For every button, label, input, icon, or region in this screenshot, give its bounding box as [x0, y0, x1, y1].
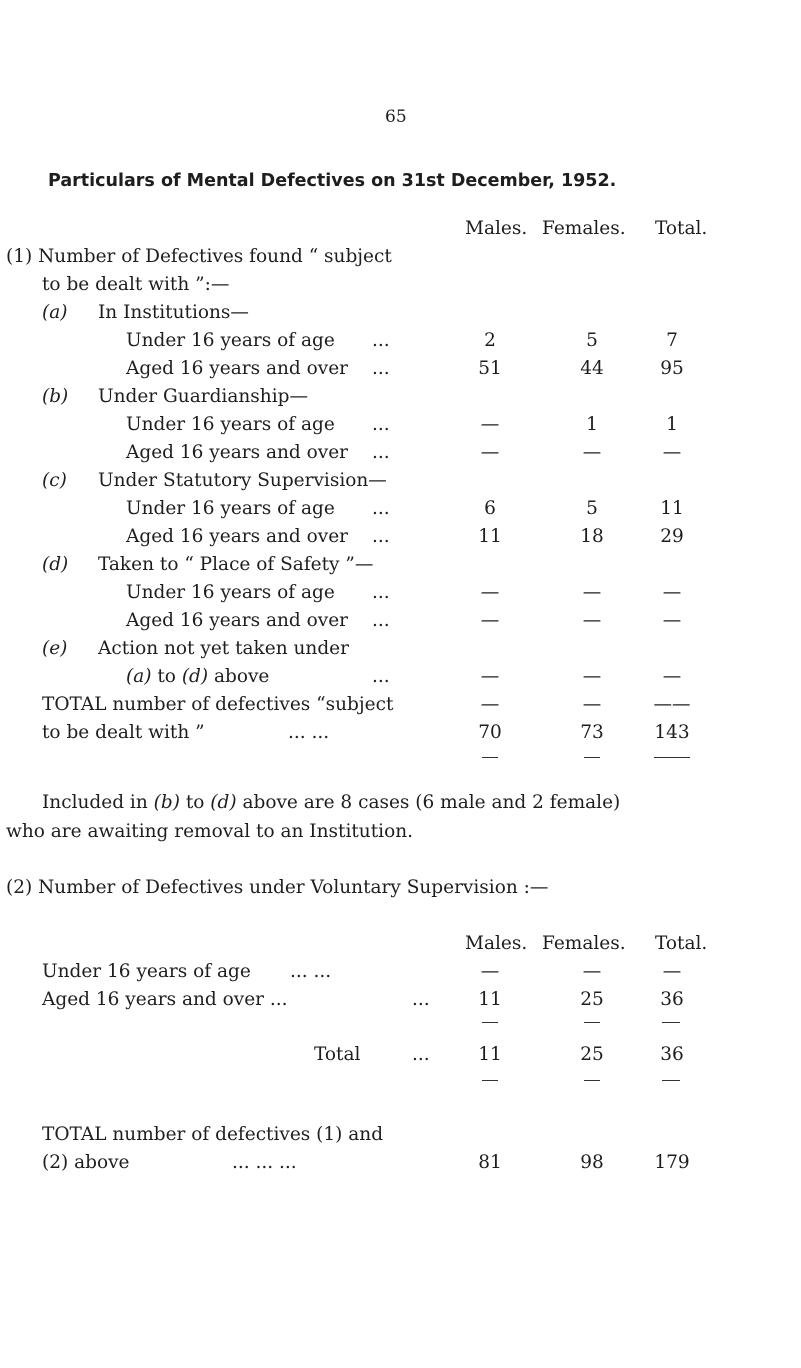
column-header-total: Total. [655, 218, 708, 239]
row-label: Under 16 years of age [42, 961, 251, 982]
value-total: 29 [660, 526, 684, 547]
grand-total-label-cont: (2) above [42, 1152, 130, 1173]
value-total: — [662, 961, 682, 982]
column-header-total: Total. [655, 933, 708, 954]
underline-rule [584, 757, 600, 758]
value-males: — [480, 610, 500, 631]
section2-heading: (2) Number of Defectives under Voluntary Supervision :— [6, 877, 549, 898]
value-males: 2 [484, 330, 496, 351]
row-label: Under 16 years of age [126, 582, 335, 603]
underline-rule [482, 1022, 498, 1023]
total-males: 70 [478, 722, 502, 743]
value-total: 1 [666, 414, 678, 435]
value-females: 5 [586, 498, 598, 519]
total-total: 143 [654, 722, 690, 743]
section1-heading-cont: to be dealt with ”:— [42, 274, 230, 295]
group-e-ref-d: (d) [181, 666, 209, 687]
note-text: to [179, 792, 211, 813]
section1-heading: (1) Number of Defectives found “ subject [6, 246, 392, 267]
group-b-label: Under Guardianship— [98, 386, 308, 407]
value-males: — [480, 442, 500, 463]
leader-dots: ... [372, 526, 390, 547]
value-males: — [480, 961, 500, 982]
value-females: — [582, 582, 602, 603]
note-line-1 [42, 792, 620, 814]
row-label: Under 16 years of age [126, 330, 335, 351]
row-label: Under 16 years of age [126, 414, 335, 435]
group-e-to: to [151, 666, 182, 687]
row-label: Aged 16 years and over [126, 610, 348, 631]
grand-total-total: 179 [654, 1152, 690, 1173]
row-label: Aged 16 years and over [126, 526, 348, 547]
note-ref-b: (b) [153, 792, 180, 813]
leader-dots: ... [372, 330, 390, 351]
group-e-label: Action not yet taken under [98, 638, 349, 659]
leader-dots: ... ... ... [232, 1152, 297, 1173]
value-total: 11 [660, 498, 684, 519]
underline-rule [662, 1080, 680, 1081]
value-total: — [662, 582, 682, 603]
row-label: Aged 16 years and over [126, 442, 348, 463]
value-males: 11 [478, 526, 502, 547]
leader-dots: ... [372, 414, 390, 435]
value-females: — [582, 666, 602, 687]
value-total: 7 [666, 330, 678, 351]
total-total: 36 [660, 1044, 684, 1065]
total-label: Total [314, 1044, 361, 1065]
value-total: 95 [660, 358, 684, 379]
page-title: Particulars of Mental Defectives on 31st December, 1952. [48, 171, 617, 191]
value-total: — [662, 666, 682, 687]
row-label: Aged 16 years and over ... [42, 989, 288, 1010]
value-females: 25 [580, 989, 604, 1010]
group-d-label: Taken to “ Place of Safety ”— [98, 554, 374, 575]
note-line-2: who are awaiting removal to an Institution. [6, 821, 413, 842]
grand-total-females: 98 [580, 1152, 604, 1173]
value-females: 5 [586, 330, 598, 351]
total-label-cont: to be dealt with ” [42, 722, 205, 743]
total-rule-males: — [480, 694, 500, 715]
grand-total-label: TOTAL number of defectives (1) and [42, 1124, 384, 1145]
underline-rule [654, 757, 690, 758]
page-number: 65 [385, 107, 407, 127]
group-e-label-cont [126, 666, 269, 688]
group-c-label: Under Statutory Supervision— [98, 470, 387, 491]
underline-rule [662, 1022, 680, 1023]
group-e-above: above [208, 666, 270, 687]
value-total: — [662, 610, 682, 631]
value-males: — [480, 666, 500, 687]
leader-dots: ... [372, 582, 390, 603]
value-males: — [480, 582, 500, 603]
underline-rule [482, 757, 498, 758]
group-a-label: In Institutions— [98, 302, 249, 323]
note-ref-d: (d) [210, 792, 237, 813]
value-females: — [582, 610, 602, 631]
total-rule-females: — [582, 694, 602, 715]
total-females: 25 [580, 1044, 604, 1065]
group-c-marker: (c) [42, 470, 67, 491]
total-label: TOTAL number of defectives “subject [42, 694, 394, 715]
column-header-females: Females. [542, 218, 626, 239]
group-b-marker: (b) [42, 386, 69, 407]
note-text: above are 8 cases (6 male and 2 female) [236, 792, 621, 813]
value-males: 11 [478, 989, 502, 1010]
value-females: — [582, 442, 602, 463]
value-females: 1 [586, 414, 598, 435]
group-e-ref-a: (a) [126, 666, 152, 687]
leader-dots: ... [372, 610, 390, 631]
leader-dots: ... ... [288, 722, 330, 743]
value-females: 18 [580, 526, 604, 547]
grand-total-males: 81 [478, 1152, 502, 1173]
leader-dots: ... ... [290, 961, 332, 982]
value-females: 44 [580, 358, 604, 379]
underline-rule [482, 1080, 498, 1081]
underline-rule [584, 1080, 600, 1081]
column-header-females: Females. [542, 933, 626, 954]
leader-dots: ... [412, 1044, 430, 1065]
leader-dots: ... [412, 989, 430, 1010]
total-females: 73 [580, 722, 604, 743]
note-text: Included in [42, 792, 154, 813]
value-total: 36 [660, 989, 684, 1010]
leader-dots: ... [372, 358, 390, 379]
group-e-marker: (e) [42, 638, 68, 659]
leader-dots: ... [372, 442, 390, 463]
leader-dots: ... [372, 666, 390, 687]
total-males: 11 [478, 1044, 502, 1065]
value-males: 51 [478, 358, 502, 379]
value-males: — [480, 414, 500, 435]
row-label: Under 16 years of age [126, 498, 335, 519]
row-label: Aged 16 years and over [126, 358, 348, 379]
value-females: — [582, 961, 602, 982]
underline-rule [584, 1022, 600, 1023]
leader-dots: ... [372, 498, 390, 519]
value-total: — [662, 442, 682, 463]
column-header-males: Males. [465, 933, 528, 954]
group-a-marker: (a) [42, 302, 68, 323]
value-males: 6 [484, 498, 496, 519]
column-header-males: Males. [465, 218, 528, 239]
total-rule-total: —— [653, 694, 691, 715]
group-d-marker: (d) [42, 554, 69, 575]
